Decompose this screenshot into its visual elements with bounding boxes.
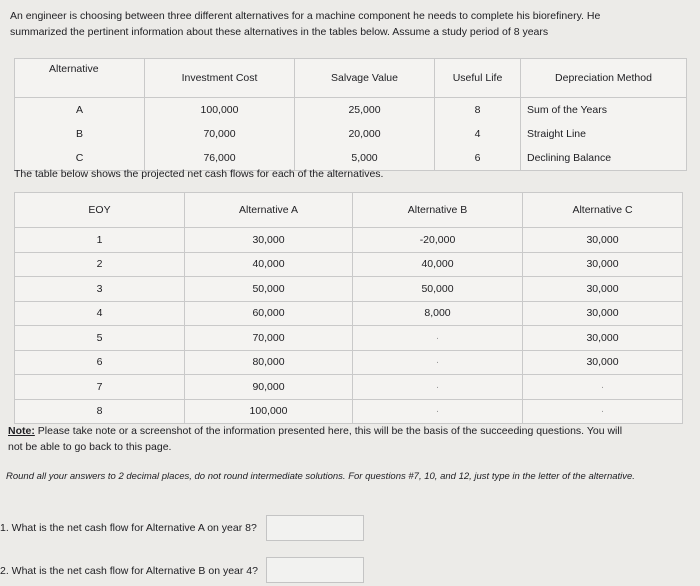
header-depreciation-method: Depreciation Method [521,59,687,98]
eoy-cell: 4 [15,301,185,326]
salvage-cell: 20,000 [295,122,435,146]
header-useful-life: Useful Life [435,59,521,98]
question-1-answer-input[interactable] [266,515,364,541]
alt-a-cell: 50,000 [185,277,353,302]
salvage-cell: 5,000 [295,146,435,171]
table-row [15,399,683,424]
life-cell: 8 [435,98,521,123]
intro-text [10,8,680,40]
alt-cell: B [15,122,145,146]
eoy-cell: 3 [15,277,185,302]
alt-b-cell: 50,000 [353,277,523,302]
table-row [15,375,683,400]
alt-b-cell: · [353,375,523,400]
alt-b-cell: · [353,350,523,375]
alt-b-cell: 8,000 [353,301,523,326]
eoy-cell: 8 [15,399,185,424]
alt-b-cell: · [353,326,523,351]
alt-c-cell: 30,000 [523,228,683,253]
eoy-cell: 7 [15,375,185,400]
rounding-instructions: Round all your answers to 2 decimal places, do not round intermediate solutions. For questions #7, 10, and 12, just type in the letter of the alternative. [6,471,635,482]
alt-a-cell: 60,000 [185,301,353,326]
header-alternative: Alternative [15,59,145,98]
alt-a-cell: 100,000 [185,399,353,424]
life-cell: 6 [435,146,521,171]
alt-a-cell: 70,000 [185,326,353,351]
header-alternative-b: Alternative B [353,193,523,228]
intro-line-1: An engineer is choosing between three different alternatives for a machine component he needs to complete his biorefinery. He [10,10,601,22]
note-label: Note: [8,425,35,437]
header-alternative-a: Alternative A [185,193,353,228]
header-salvage-value: Salvage Value [295,59,435,98]
method-cell: Sum of the Years [521,98,687,123]
header-eoy: EOY [15,193,185,228]
table-row [15,277,683,302]
cashflow-intro: The table below shows the projected net cash flows for each of the alternatives. [14,168,384,180]
table-row [15,252,683,277]
alt-c-cell: · [523,399,683,424]
alt-c-cell: 30,000 [523,301,683,326]
note-body-2: not be able to go back to this page. [8,441,172,453]
table-row [15,326,683,351]
alternatives-table [14,58,687,171]
alt-c-cell: 30,000 [523,277,683,302]
alt-b-cell: 40,000 [353,252,523,277]
alt-a-cell: 40,000 [185,252,353,277]
cashflow-table [14,192,683,424]
alternatives-header-row [15,59,687,98]
alt-a-cell: 30,000 [185,228,353,253]
alt-cell: C [15,146,145,171]
header-alternative-c: Alternative C [523,193,683,228]
cashflow-header-row [15,193,683,228]
eoy-cell: 1 [15,228,185,253]
investment-cell: 76,000 [145,146,295,171]
alt-cell: A [15,98,145,123]
table-row [15,350,683,375]
question-1-label: 1. What is the net cash flow for Alternative A on year 8? [0,522,257,534]
question-2-answer-input[interactable] [266,557,364,583]
alt-c-cell: 30,000 [523,350,683,375]
alt-b-cell: · [353,399,523,424]
cashflow-body [15,228,683,424]
investment-cell: 100,000 [145,98,295,123]
question-1 [0,522,257,534]
alt-c-cell: 30,000 [523,252,683,277]
header-investment-cost: Investment Cost [145,59,295,98]
table-row [15,122,687,146]
salvage-cell: 25,000 [295,98,435,123]
note-text [8,423,688,455]
method-cell: Declining Balance [521,146,687,171]
eoy-cell: 5 [15,326,185,351]
method-cell: Straight Line [521,122,687,146]
life-cell: 4 [435,122,521,146]
investment-cell: 70,000 [145,122,295,146]
table-row [15,98,687,123]
alt-a-cell: 90,000 [185,375,353,400]
intro-line-2: summarized the pertinent information about these alternatives in the tables below. Assume a study period of 8 years [10,26,549,38]
question-2-label: 2. What is the net cash flow for Alternative B on year 4? [0,565,258,577]
alt-b-cell: -20,000 [353,228,523,253]
alt-c-cell: · [523,375,683,400]
note-body: Please take note or a screenshot of the information presented here, this will be the basis of the succeeding questions. You will [37,425,623,437]
eoy-cell: 2 [15,252,185,277]
alt-c-cell: 30,000 [523,326,683,351]
table-row [15,228,683,253]
table-row [15,146,687,171]
eoy-cell: 6 [15,350,185,375]
table-row [15,301,683,326]
question-2 [0,565,258,577]
alt-a-cell: 80,000 [185,350,353,375]
